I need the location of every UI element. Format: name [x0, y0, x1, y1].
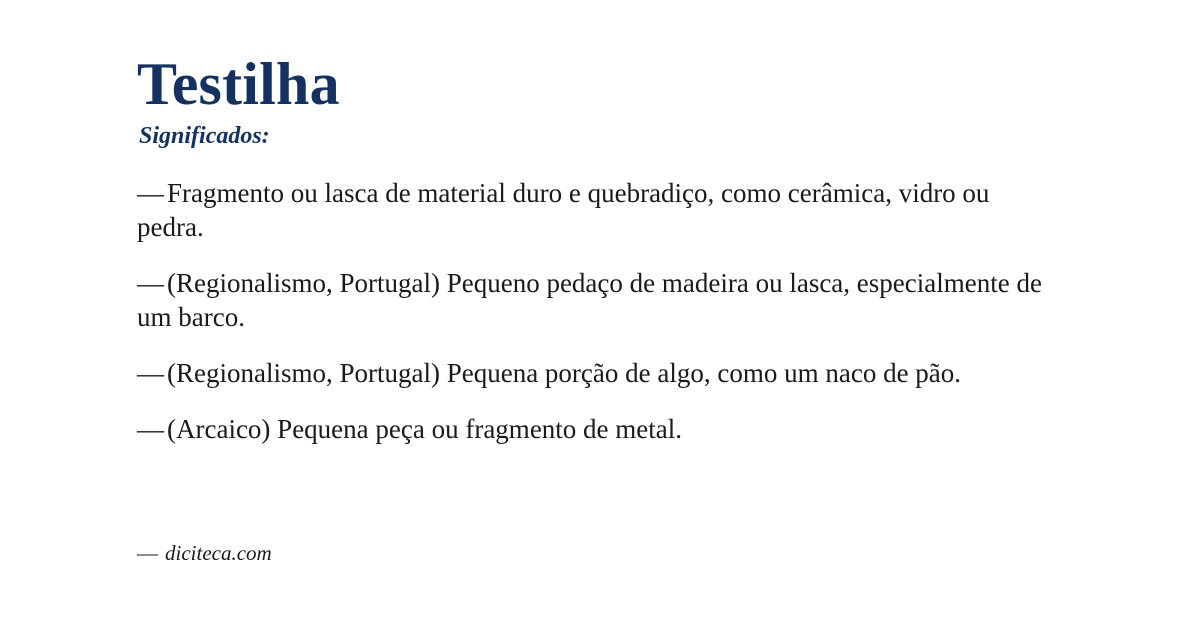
- source-attribution: [137, 541, 272, 566]
- em-dash-icon: —: [137, 357, 164, 388]
- list-item: [137, 412, 1062, 446]
- source-name: diciteca.com: [165, 541, 272, 565]
- list-item: [137, 356, 1062, 390]
- meaning-text: (Regionalismo, Portugal) Pequeno pedaço de madeira ou lasca, especialmente de um barco.: [137, 267, 1042, 332]
- meanings-label: Significados:: [139, 122, 270, 149]
- list-item: [137, 176, 1062, 244]
- em-dash-icon: —: [137, 267, 164, 298]
- page-title: Testilha: [137, 51, 340, 117]
- em-dash-icon: —: [137, 413, 164, 444]
- meaning-text: (Arcaico) Pequena peça ou fragmento de metal.: [167, 413, 683, 444]
- meaning-text: Fragmento ou lasca de material duro e quebradiço, como cerâmica, vidro ou pedra.: [137, 177, 990, 242]
- list-item: [137, 266, 1062, 334]
- em-dash-icon: —: [137, 177, 164, 208]
- meanings-list: [137, 176, 1080, 446]
- meaning-text: (Regionalismo, Portugal) Pequena porção de algo, como um naco de pão.: [167, 357, 962, 388]
- em-dash-icon: —: [137, 541, 158, 565]
